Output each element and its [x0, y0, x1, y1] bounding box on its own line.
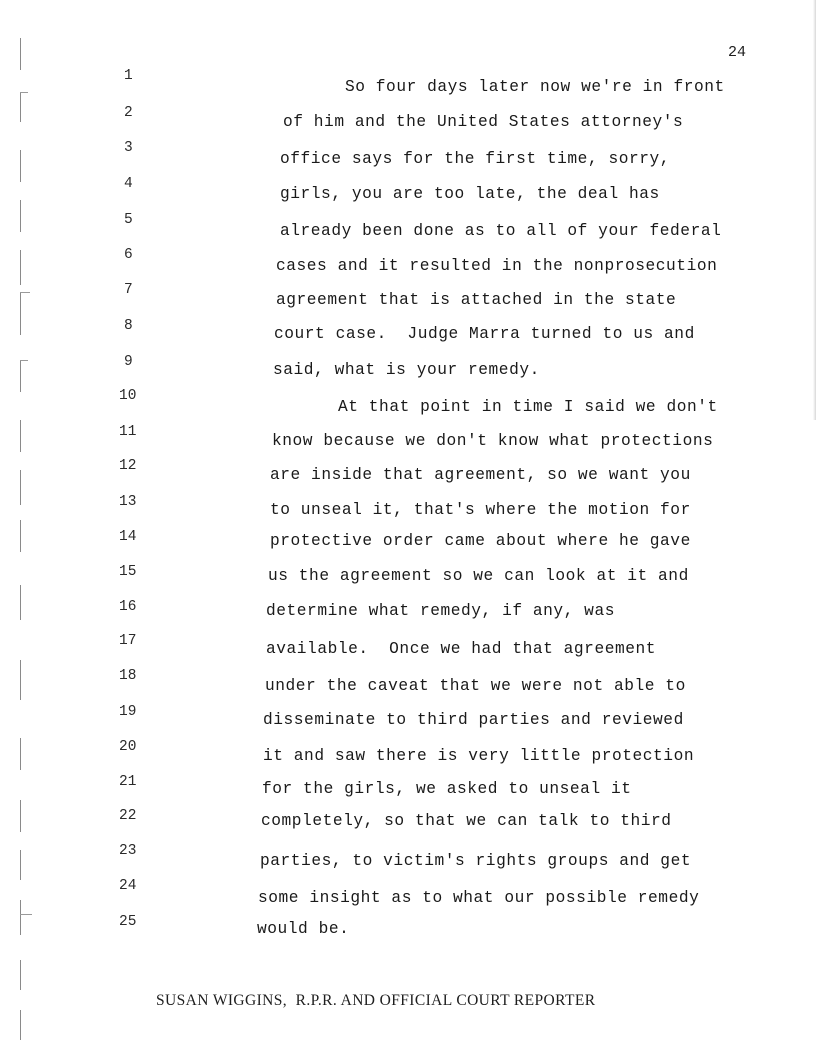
line-number: 23	[119, 843, 137, 859]
line-number: 9	[124, 354, 133, 370]
line-number: 19	[119, 704, 137, 720]
court-reporter-footer: SUSAN WIGGINS, R.P.R. AND OFFICIAL COURT REPORTER	[156, 992, 596, 1009]
transcript-line-text: to unseal it, that's where the motion for	[270, 501, 691, 519]
transcript-line-text: cases and it resulted in the nonprosecution	[276, 257, 718, 275]
margin-mark	[20, 520, 21, 552]
transcript-line-text: girls, you are too late, the deal has	[280, 185, 660, 203]
page-number: 24	[728, 44, 747, 61]
page-edge-shadow	[813, 0, 816, 420]
line-number: 10	[119, 388, 137, 404]
line-number: 18	[119, 668, 137, 684]
transcript-line-text: protective order came about where he gave	[270, 532, 691, 550]
transcript-line-text: of him and the United States attorney's	[283, 113, 684, 131]
line-number: 1	[124, 68, 133, 84]
margin-mark	[20, 585, 21, 620]
transcript-line-text: agreement that is attached in the state	[276, 291, 677, 309]
line-number: 4	[124, 176, 133, 192]
transcript-line-text: already been done as to all of your federal	[280, 222, 722, 240]
transcript-line-text: would be.	[257, 920, 350, 938]
margin-mark	[20, 250, 21, 285]
transcript-line-text: court case. Judge Marra turned to us and	[274, 325, 695, 343]
transcript-line-text: available. Once we had that agreement	[266, 640, 657, 658]
line-number: 22	[119, 808, 137, 824]
margin-tick	[20, 292, 30, 293]
transcript-line-text: for the girls, we asked to unseal it	[262, 780, 632, 798]
transcript-line-text: know because we don't know what protections	[272, 432, 714, 450]
margin-tick	[20, 914, 32, 915]
transcript-line-text: us the agreement so we can look at it and	[268, 567, 689, 585]
line-number: 17	[119, 633, 137, 649]
line-number: 20	[119, 739, 137, 755]
transcript-line-text: some insight as to what our possible remedy	[258, 889, 700, 907]
margin-mark	[20, 200, 21, 232]
line-number: 3	[124, 140, 133, 156]
margin-mark	[20, 960, 21, 990]
margin-mark	[20, 1010, 21, 1040]
transcript-line-text: completely, so that we can talk to third	[261, 812, 672, 830]
transcript-line-text: parties, to victim's rights groups and get	[260, 852, 692, 870]
transcript-line-text: are inside that agreement, so we want you	[270, 466, 691, 484]
transcript-line-text: it and saw there is very little protection	[263, 747, 695, 765]
margin-mark	[20, 38, 21, 70]
line-number: 24	[119, 878, 137, 894]
line-number: 16	[119, 599, 137, 615]
margin-mark	[20, 92, 21, 122]
line-number: 15	[119, 564, 137, 580]
margin-mark	[20, 800, 21, 832]
line-number: 25	[119, 914, 137, 930]
margin-mark	[20, 360, 21, 392]
margin-mark	[20, 420, 21, 452]
transcript-line-text: under the caveat that we were not able to	[265, 677, 686, 695]
transcript-line-text: determine what remedy, if any, was	[266, 602, 615, 620]
margin-tick	[20, 360, 28, 361]
line-number: 5	[124, 212, 133, 228]
margin-mark	[20, 738, 21, 770]
line-number: 7	[124, 282, 133, 298]
transcript-line-text: At that point in time I said we don't	[338, 398, 718, 416]
transcript-line-text: office says for the first time, sorry,	[280, 150, 671, 168]
line-number: 14	[119, 529, 137, 545]
transcript-line-text: disseminate to third parties and reviewed	[263, 711, 684, 729]
line-number: 8	[124, 318, 133, 334]
margin-mark	[20, 660, 21, 700]
margin-mark	[20, 900, 21, 935]
margin-mark	[20, 850, 21, 880]
line-number: 13	[119, 494, 137, 510]
margin-mark	[20, 150, 21, 182]
line-number: 21	[119, 774, 137, 790]
transcript-line-text: said, what is your remedy.	[273, 361, 540, 379]
margin-mark	[20, 470, 21, 505]
transcript-line-text: So four days later now we're in front	[345, 78, 725, 96]
margin-tick	[20, 92, 28, 93]
margin-mark	[20, 292, 21, 335]
line-number: 12	[119, 458, 137, 474]
line-number: 11	[119, 424, 137, 440]
line-number: 6	[124, 247, 133, 263]
line-number: 2	[124, 105, 133, 121]
